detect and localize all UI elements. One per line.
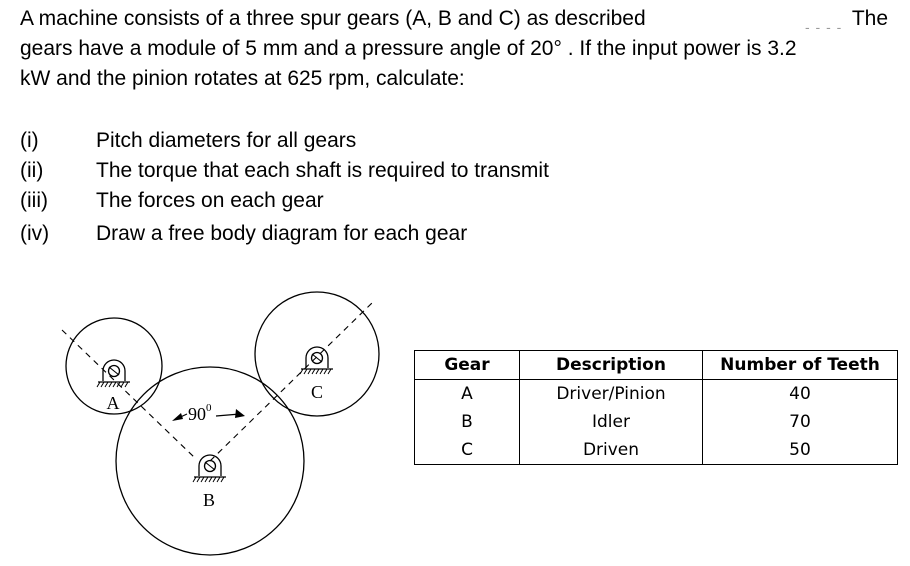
cell-gear: C — [415, 436, 520, 465]
bearing-a-icon — [97, 360, 130, 387]
bearing-c-icon — [300, 347, 333, 374]
problem-line-1-right: The — [851, 7, 888, 30]
cell-gear: A — [415, 380, 520, 409]
angle-value: 90 — [188, 404, 206, 424]
problem-line-3: kW and the pinion rotates at 625 rpm, calculate: — [20, 67, 465, 90]
arrowhead-right-icon — [235, 409, 245, 418]
task-number: (iii) — [20, 189, 48, 212]
header-description: Description — [520, 351, 703, 380]
cell-teeth: 50 — [703, 436, 898, 465]
problem-line-2: gears have a module of 5 mm and a pressure angle of 20° . If the input power is 3.2 — [20, 37, 797, 60]
center-line-a-b — [62, 330, 195, 458]
table-row — [415, 408, 898, 436]
cell-description: Driver/Pinion — [520, 380, 703, 409]
cell-teeth: 40 — [703, 380, 898, 409]
angle-degree-mark: 0 — [206, 402, 212, 414]
header-gear: Gear — [415, 351, 520, 380]
gear-table — [414, 350, 898, 465]
table-row — [415, 380, 898, 409]
gear-c-label: C — [310, 382, 324, 402]
gear-a-label: A — [106, 393, 120, 413]
task-number: (i) — [20, 129, 39, 152]
task-text: Draw a free body diagram for each gear — [96, 222, 468, 245]
faint-dash-mark: - - - - — [805, 19, 843, 35]
cell-description: Driven — [520, 436, 703, 465]
task-text: The torque that each shaft is required to transmit — [96, 159, 549, 182]
task-text: Pitch diameters for all gears — [96, 129, 357, 152]
task-number: (iv) — [20, 222, 50, 245]
table-row — [415, 436, 898, 465]
table-header-row — [415, 351, 898, 380]
task-text: The forces on each gear — [96, 189, 324, 212]
cell-teeth: 70 — [703, 408, 898, 436]
arrowhead-left-icon — [172, 413, 183, 421]
bearing-b-icon — [193, 455, 226, 482]
gear-b-label: B — [202, 490, 216, 510]
cell-description: Idler — [520, 408, 703, 436]
angle-annotation — [172, 402, 245, 424]
task-number: (ii) — [20, 159, 44, 182]
problem-line-1-left: A machine consists of a three spur gears (A, B and C) as described — [20, 7, 646, 30]
cell-gear: B — [415, 408, 520, 436]
header-number-of-teeth: Number of Teeth — [703, 351, 898, 380]
center-line-b-c — [210, 303, 372, 461]
